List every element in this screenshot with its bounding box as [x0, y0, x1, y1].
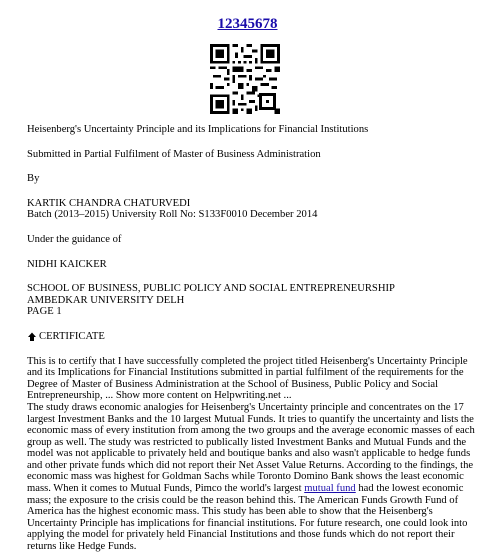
certificate-paragraph: This is to certify that I have successfully completed the project titled Heisenberg's Uncertainty Principle and its Implications for Financial Institutions submitted in partial fulfilment of the requirements for the Degree of Master of Business Administration at the School of Business, Public Policy and Social Entrepreneurship, ... Show more content on Helpwriting.net ...	[27, 355, 468, 402]
certificate-text	[27, 356, 485, 553]
guide-name: NIDHI KAICKER	[27, 258, 107, 270]
abstract-text-end: had the lowest economic mass; the exposure to the crisis could be the reason behind this. The American Funds Growth Fund of America has the highest economic mass. This study has been able to show that the Heisenberg's Uncertainty Principle has implications for financial institutions. For future research, one could look into applying the model for privately held Financial Institutions and those funds which do not report their returns like Hedge Funds.	[27, 483, 468, 553]
abstract-text-start: The study draws economic analogies for Heisenberg's Uncertainty principle and concentrates on the 17 largest Investment Banks and the 10 largest Mutual Funds. It tries to quantify the uncertainty and lists the economic mass of every institution from among the two groups and the average economic masses of each group as well. The study was restricted to publically listed Investment Banks and Mutual Funds and the model was not applicable to privately held and boutique banks and also wasn't applicable to hedge funds and other private funds which did not report their Net Asset Value Returns. According to the findings, the economic mass was highest for Goldman Sachs while Toronto Domino Bank shows the least economic mass. When it comes to Mutual Funds, Pimco the world's largest	[27, 401, 475, 495]
certificate-label: CERTIFICATE	[39, 330, 105, 342]
by-label: By	[27, 173, 40, 185]
page-number: PAGE 1	[27, 306, 62, 318]
university-name: AMBEDKAR UNIVERSITY DELH	[27, 294, 185, 306]
abstract-paragraph	[27, 402, 485, 553]
school-name: SCHOOL OF BUSINESS, PUBLIC POLICY AND SOCIAL ENTREPRENEURSHIP	[27, 283, 395, 295]
qr-code-icon	[210, 44, 280, 114]
ship-wheel-icon	[27, 332, 37, 342]
document-body	[27, 124, 485, 553]
thesis-title: Heisenberg's Uncertainty Principle and its Implications for Financial Institutions	[27, 124, 369, 135]
batch-info: Batch (2013–2015) University Roll No: S133F0010 December 2014	[27, 209, 318, 221]
submission-line: Submitted in Partial Fulfilment of Master of Business Administration	[27, 148, 321, 160]
mutual-fund-link[interactable]: mutual fund	[304, 483, 356, 495]
document-id-link[interactable]: 12345678	[217, 16, 278, 32]
certificate-heading	[27, 331, 485, 343]
author-name: KARTIK CHANDRA CHATURVEDI	[27, 197, 191, 209]
guidance-label: Under the guidance of	[27, 233, 122, 245]
